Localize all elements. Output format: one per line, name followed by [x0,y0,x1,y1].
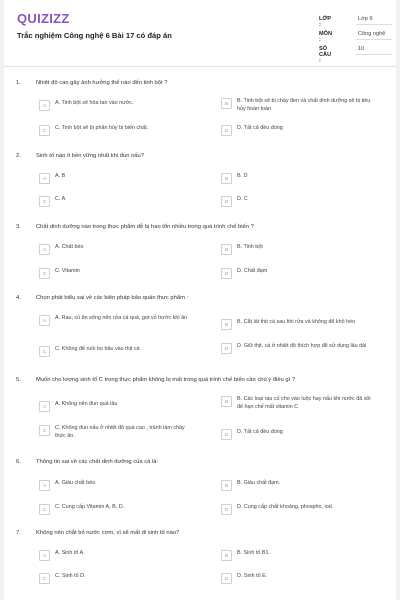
question-number: 2. [16,153,21,159]
option-c[interactable] [39,196,195,207]
option-b[interactable] [221,480,377,491]
option-d[interactable] [221,125,377,136]
option-text: D. Cung cấp chất khoáng, phospho, iod. [237,504,334,510]
option-letter-box: B [221,319,232,330]
option-c[interactable] [39,504,195,515]
option-text: B. Cắt lát thịt cá sau khi rửa và không để khô héo [237,319,356,325]
option-text: C. Tinh bột sẽ bị phân hủy bị biến chất. [55,125,149,131]
quizizz-logo: QUIZIZZ [17,11,70,26]
option-d[interactable] [221,268,377,279]
meta-divider [356,39,392,40]
meta-subject-label: MÔN : [319,31,333,43]
option-letter-box: A [39,550,50,561]
question-number: 4. [16,295,21,301]
option-letter-box: D [221,573,232,584]
option-a[interactable] [39,480,195,491]
question-text: Nhiệt độ cao gây ảnh hưởng thế nào đến tinh bột ? [36,80,168,86]
option-letter-box: A [39,315,50,326]
question-number: 3. [16,224,21,230]
option-letter-box: C [39,425,50,436]
option-letter-box: B [221,244,232,255]
option-letter-box: A [39,480,50,491]
worksheet-header [4,0,396,67]
option-text: A. Sinh tố A. [55,550,85,556]
question-text: Muốn cho lượng sinh tố C trong thực phẩm không bị mất trong quá trình chế biến cần chú ý điều gì ? [36,377,296,383]
option-b[interactable] [221,319,377,330]
option-a[interactable] [39,173,195,184]
option-text: C. A [55,196,66,202]
option-text: C. Sinh tố D. [55,573,86,579]
option-c[interactable] [39,573,195,584]
option-letter-box: D [221,268,232,279]
meta-count-label: SỐ CÂU : [319,46,332,64]
question-number: 5. [16,377,21,383]
option-b[interactable] [221,550,377,561]
option-b[interactable] [221,244,377,255]
option-d[interactable] [221,504,377,515]
option-c[interactable] [39,125,195,136]
option-text: A. Chất béo [55,244,84,250]
option-d[interactable] [221,573,377,584]
option-a[interactable] [39,315,195,326]
option-letter-box: B [221,98,232,109]
option-letter-box: D [221,343,232,354]
option-a[interactable] [39,401,195,412]
option-letter-box: C [39,196,50,207]
worksheet-page [4,0,396,600]
option-a[interactable] [39,550,195,561]
option-d[interactable] [221,343,377,354]
option-c[interactable] [39,268,195,279]
option-text: B. Tinh bột sẽ bị cháy đen và chất dinh dưỡng sẽ bị tiêu hủy hoàn toàn [237,98,371,112]
option-letter-box: C [39,125,50,136]
meta-grade-value: Lớp 6 [358,16,373,22]
option-b[interactable] [221,98,377,113]
option-c[interactable] [39,425,195,440]
meta-subject-value: Công nghệ [358,31,386,37]
option-a[interactable] [39,244,195,255]
option-letter-box: B [221,550,232,561]
worksheet-title: Trắc nghiệm Công nghệ 6 Bài 17 có đáp án [17,31,172,40]
meta-divider [356,24,392,25]
question-number: 7. [16,530,21,536]
option-text: B. Giàu chất đạm. [237,480,281,486]
option-text: B. D [237,173,248,179]
question-text: Chọn phát biểu sai về các biện pháp bảo quản thực phẩm : [36,295,189,301]
question-text: Sinh tố nào ít bền vững nhất khi đun nấu? [36,153,144,159]
option-text: D. Giữ thịt, cá ở nhiệt độ thích hợp để sử dụng lâu dài [237,343,367,349]
option-letter-box: A [39,244,50,255]
option-letter-box: A [39,100,50,111]
option-letter-box: A [39,401,50,412]
question-text: Chất dinh dưỡng nào trong thực phẩm dễ bị hao tổn nhiều trong quá trình chế biến ? [36,224,254,230]
option-text: A. Tinh bột sẽ hòa tan vào nước. [55,100,134,106]
option-text: D. C [237,196,248,202]
option-text: C. Không để ruồi bọ bâu vào thịt cá [55,346,140,352]
option-text: A. Không nên đun quá lâu [55,401,118,407]
option-letter-box: D [221,125,232,136]
option-text: A. B [55,173,66,179]
option-d[interactable] [221,196,377,207]
meta-grade-label: LỚP : [319,16,331,28]
option-letter-box: C [39,504,50,515]
option-text: B. Sinh tố B1. [237,550,270,556]
option-text: A. Giàu chất béo. [55,480,97,486]
option-letter-box: C [39,573,50,584]
option-text: A. Rau, củ ăn sống nên rửa cả quả, gọt vỏ trước khi ăn [55,315,188,321]
option-b[interactable] [221,173,377,184]
option-text: C. Vitamin [55,268,80,274]
option-text: B. Các loại rau củ cho vào luộc hay nấu khi nước đã sôi để hạn chế mất vitamin C [237,396,371,410]
option-text: C. Không đun nấu ở nhiệt độ quá cao , tránh làm cháy thức ăn. [55,425,185,439]
option-text: D. Tất cả đều đúng [237,429,283,435]
option-letter-box: A [39,173,50,184]
option-text: D. Sinh tố E. [237,573,268,579]
question-number: 6. [16,459,21,465]
option-letter-box: B [221,396,232,407]
option-b[interactable] [221,396,377,411]
question-number: 1. [16,80,21,86]
option-text: B. Tinh bột [237,244,263,250]
question-text: Thông tin sai về các chất dinh dưỡng của cá là: [36,459,159,465]
option-text: D. Chất đạm [237,268,268,274]
option-letter-box: D [221,504,232,515]
option-d[interactable] [221,429,377,440]
option-letter-box: C [39,268,50,279]
option-c[interactable] [39,346,195,357]
meta-count-value: 10 [358,46,365,52]
option-letter-box: B [221,173,232,184]
option-letter-box: D [221,196,232,207]
option-letter-box: C [39,346,50,357]
option-letter-box: D [221,429,232,440]
option-text: C. Cung cấp Vitamin A, B, D. [55,504,125,510]
option-a[interactable] [39,100,195,111]
option-letter-box: B [221,480,232,491]
option-text: D. Tất cả đều đúng [237,125,283,131]
meta-divider [356,54,392,55]
question-text: Không nên chắt bỏ nước cơm, vì sẽ mất đi sinh tố nào? [36,530,180,536]
